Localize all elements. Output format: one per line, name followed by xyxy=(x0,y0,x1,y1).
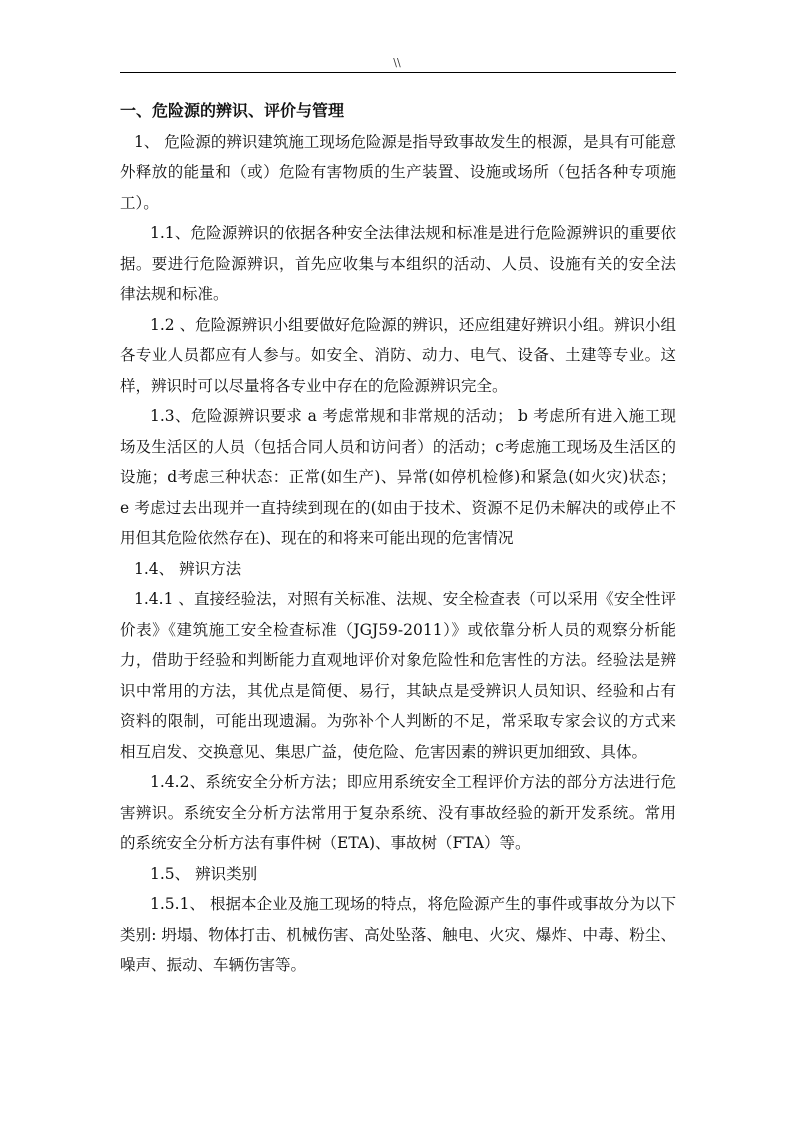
paragraph-1-3: 1.3、危险源辨识要求 a 考虑常规和非常规的活动； b 考虑所有进入施工现场及生活区的人员（包括合同人员和访问者）的活动；c考虑施工现场及生活区的设施；d考虑三种状态：正常(如生产)、异常(如停机检修)和紧急(如火灾)状态； e 考虑过去出现并一直持续到现在的(如由于技术、资源不足仍未解决的或停止不用但其危险依然存在)、现在的和将来可能出现的危害情况 xyxy=(120,407,676,547)
document-body xyxy=(120,96,676,981)
paragraph-1-1: 1.1、危险源辨识的依据各种安全法律法规和标准是进行危险源辨识的重要依据。要进行危险源辨识，首先应收集与本组织的活动、人员、设施有关的安全法律法规和标准。 xyxy=(120,224,676,303)
section-heading: 一、危险源的辨识、评价与管理 xyxy=(120,101,345,120)
header-rule xyxy=(120,72,676,73)
paragraph-1-5-1: 1.5.1、 根据本企业及施工现场的特点，将危险源产生的事件或事故分为以下类别: 坍塌、物体打击、机械伤害、高处坠落、触电、火灾、爆炸、中毒、粉尘、噪声、振动、车辆伤害等。 xyxy=(120,895,676,974)
paragraph-1-4-2: 1.4.2、系统安全分析方法；即应用系统安全工程评价方法的部分方法进行危害辨识。系统安全分析方法常用于复杂系统、没有事故经验的新开发系统。常用的系统安全分析方法有事件树（ETA)、事故树（FTA）等。 xyxy=(120,773,676,852)
paragraph-1: 1、 危险源的辨识建筑施工现场危险源是指导致事故发生的根源，是具有可能意外释放的能量和（或）危险有害物质的生产装置、设施或场所（包括各种专项施工）。 xyxy=(120,132,676,212)
paragraph-1-5: 1.5、 辨识类别 xyxy=(150,864,258,883)
paragraph-1-4: 1.4、 辨识方法 xyxy=(134,559,242,578)
paragraph-1-2: 1.2 、危险源辨识小组要做好危险源的辨识，还应组建好辨识小组。辨识小组各专业人员都应有人参与。如安全、消防、动力、电气、设备、土建等专业。这样，辨识时可以尽量将各专业中存在的危险源辨识完全。 xyxy=(120,315,676,395)
paragraph-1-4-1: 1.4.1 、直接经验法，对照有关标准、法规、安全检查表（可以采用《安全性评价表》《建筑施工安全检查标准（JGJ59-2011）》或依靠分析人员的观察分析能力，借助于经验和判断能力直观地评价对象危险性和危害性的方法。经验法是辨识中常用的方法，其优点是简便、易行，其缺点是受辨识人员知识、经验和占有资料的限制，可能出现遗漏。为弥补个人判断的不足，常采取专家会议的方式来相互启发、交换意见、集思广益，使危险、危害因素的辨识更加细致、具体。 xyxy=(120,590,676,761)
header-mark: \\ xyxy=(393,56,401,69)
